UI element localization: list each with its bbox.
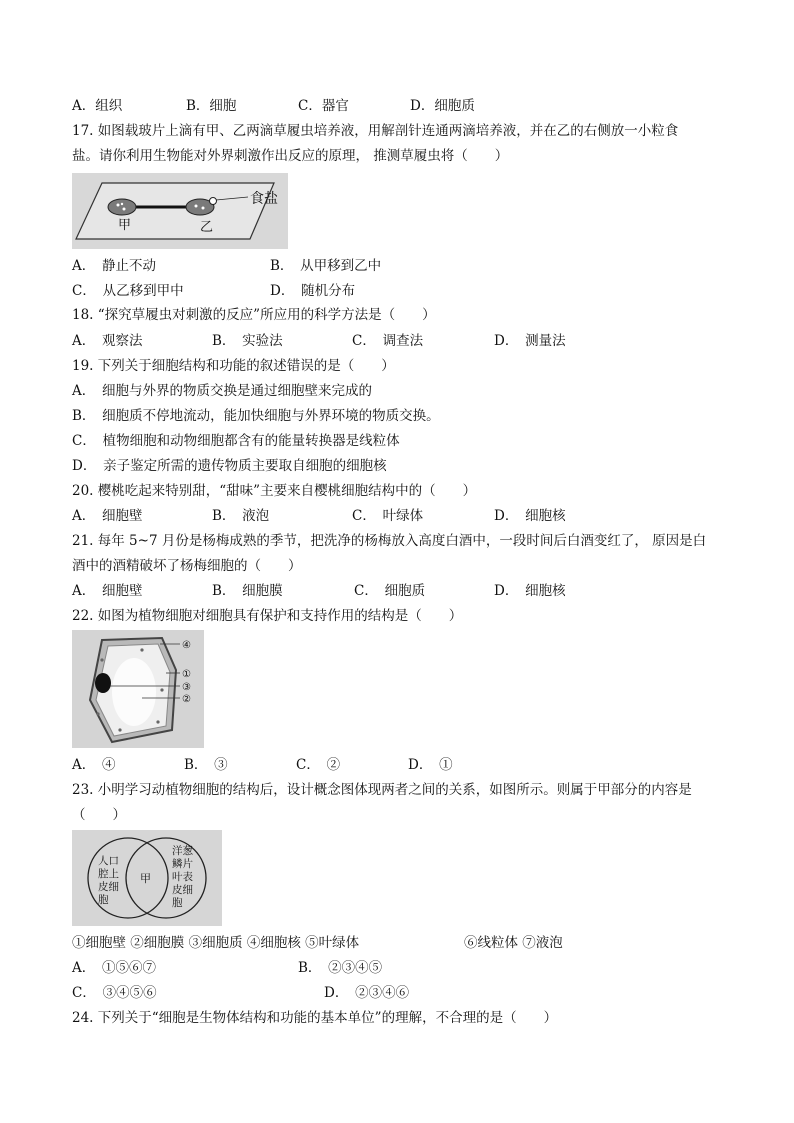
q23-right-line4: 皮细 <box>172 884 193 896</box>
q23-list-part2: ⑥线粒体 ⑦液泡 <box>464 935 563 951</box>
q22-label-4: ④ <box>182 640 191 651</box>
q20-option-a[interactable]: A． 细胞壁 <box>72 508 143 524</box>
q17-stem-line1: 17. 如图载玻片上滴有甲、乙两滴草履虫培养液，用解剖针连通两滴培养液，并在乙的右侧放一小粒食 <box>72 123 679 139</box>
q19-option-b[interactable]: B． 细胞质不停地流动，能加快细胞与外界环境的物质交换。 <box>72 408 440 424</box>
q17-option-d[interactable]: D． 随机分布 <box>270 283 356 299</box>
q16-option-d[interactable]: D．细胞质 <box>410 98 475 114</box>
q22-label-3: ③ <box>182 682 191 693</box>
q21-option-a[interactable]: A． 细胞壁 <box>72 583 143 599</box>
q23-left-line4: 胞 <box>98 894 109 906</box>
q23-option-b[interactable]: B． ②③④⑤ <box>298 960 383 976</box>
q23-list-part1: ①细胞壁 ②细胞膜 ③细胞质 ④细胞核 ⑤叶绿体 <box>72 935 360 951</box>
q20-option-c[interactable]: C． 叶绿体 <box>352 508 424 524</box>
q23-option-a[interactable]: A． ①⑤⑥⑦ <box>72 960 156 976</box>
q24-stem: 24. 下列关于“细胞是生物体结构和功能的基本单位”的理解，不合理的是（ ） <box>72 1010 558 1026</box>
q20-stem: 20. 樱桃吃起来特别甜，“甜味”主要来自樱桃细胞结构中的（ ） <box>72 483 477 499</box>
q23-option-c[interactable]: C． ③④⑤⑥ <box>72 985 157 1001</box>
q19-option-c[interactable]: C． 植物细胞和动物细胞都含有的能量转换器是线粒体 <box>72 433 400 449</box>
q16-option-b[interactable]: B．细胞 <box>186 98 237 114</box>
q20-option-b[interactable]: B． 液泡 <box>212 508 270 524</box>
q19-option-a[interactable]: A． 细胞与外界的物质交换是通过细胞壁来完成的 <box>72 383 372 399</box>
q23-option-d[interactable]: D． ②③④⑥ <box>324 985 410 1001</box>
q21-option-c[interactable]: C． 细胞质 <box>354 583 426 599</box>
q17-option-b[interactable]: B． 从甲移到乙中 <box>270 258 382 274</box>
q22-label-2: ② <box>182 694 191 705</box>
q18-option-c[interactable]: C． 调查法 <box>352 333 424 349</box>
q17-option-c[interactable]: C． 从乙移到甲中 <box>72 283 184 299</box>
q23-right-line3: 叶表 <box>172 871 193 883</box>
q22-option-c[interactable]: C． ② <box>296 757 341 773</box>
q22-option-a[interactable]: A． ④ <box>72 757 116 773</box>
q17-label-yi: 乙 <box>200 220 214 235</box>
q21-option-d[interactable]: D． 细胞核 <box>494 583 566 599</box>
q17-label-jia: 甲 <box>118 218 132 233</box>
q18-option-b[interactable]: B． 实验法 <box>212 333 283 349</box>
q22-figure-plant-cell <box>72 630 204 748</box>
q21-stem-line2: 酒中的酒精破坏了杨梅细胞的（ ） <box>72 558 302 574</box>
q23-right-line1: 洋葱 <box>172 845 193 857</box>
q23-left-line3: 皮细 <box>98 881 119 893</box>
q17-stem-line2: 盐。请你利用生物能对外界刺激作出反应的原理， 推测草履虫将（ ） <box>72 148 509 164</box>
q16-option-c[interactable]: C．器官 <box>298 98 349 114</box>
q16-option-a[interactable]: A．组织 <box>72 98 123 114</box>
q17-figure-slide <box>72 173 288 249</box>
q18-stem: 18. “探究草履虫对刺激的反应”所应用的科学方法是（ ） <box>72 307 436 323</box>
q23-left-line1: 人口 <box>98 855 119 867</box>
q17-label-salt: 食盐 <box>250 191 278 207</box>
q21-option-b[interactable]: B． 细胞膜 <box>212 583 283 599</box>
q23-right-line5: 胞 <box>172 897 183 909</box>
q22-label-1: ① <box>182 669 191 680</box>
q17-option-a[interactable]: A． 静止不动 <box>72 258 156 274</box>
q21-stem-line1: 21. 每年 5~7 月份是杨梅成熟的季节，把洗净的杨梅放入高度白酒中，一段时间后白酒变红了， 原因是白 <box>72 533 707 549</box>
q23-figure-venn <box>72 830 222 926</box>
q22-option-d[interactable]: D． ① <box>408 757 453 773</box>
q23-middle-label: 甲 <box>140 872 151 885</box>
q23-left-line2: 腔上 <box>98 868 119 880</box>
q18-option-a[interactable]: A． 观察法 <box>72 333 143 349</box>
q23-stem-line1: 23. 小明学习动植物细胞的结构后，设计概念图体现两者之间的关系，如图所示。则属于甲部分的内容是 <box>72 782 692 798</box>
q22-option-b[interactable]: B． ③ <box>184 757 228 773</box>
q19-option-d[interactable]: D． 亲子鉴定所需的遗传物质主要取自细胞的细胞核 <box>72 458 387 474</box>
q23-right-line2: 鳞片 <box>172 858 193 870</box>
q19-stem: 19. 下列关于细胞结构和功能的叙述错误的是（ ） <box>72 358 395 374</box>
q23-stem-line2: （ ） <box>72 807 126 823</box>
q20-option-d[interactable]: D． 细胞核 <box>494 508 566 524</box>
q18-option-d[interactable]: D． 测量法 <box>494 333 566 349</box>
q22-stem: 22. 如图为植物细胞对细胞具有保护和支持作用的结构是（ ） <box>72 608 463 624</box>
